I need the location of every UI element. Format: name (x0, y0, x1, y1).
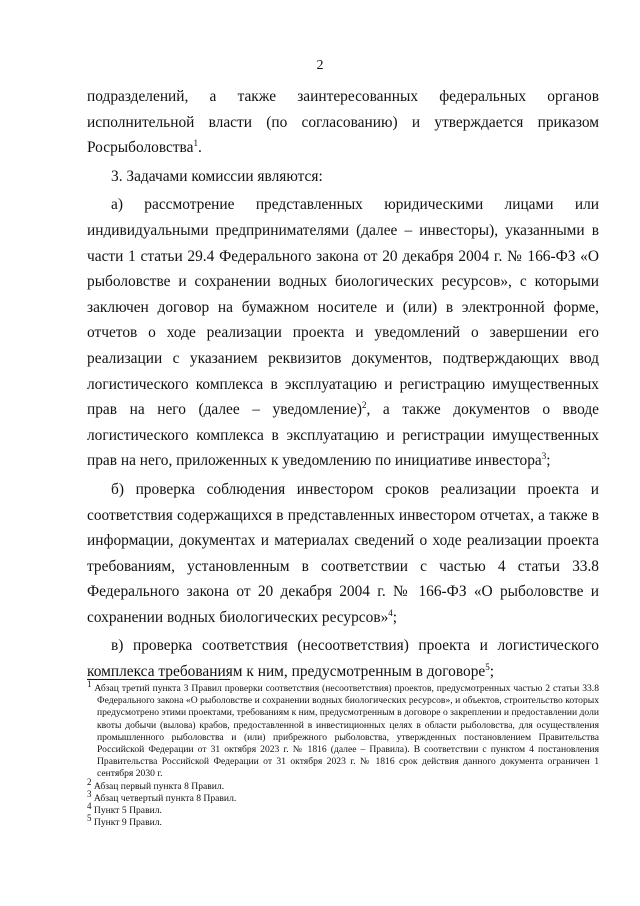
footnote-separator (87, 679, 230, 680)
paragraph-punct: . (197, 139, 202, 157)
footnote-text: Пункт 5 Правил. (93, 805, 162, 817)
paragraph-punct: ; (392, 608, 398, 626)
footnote-2 (87, 776, 599, 793)
footnote-4 (87, 800, 599, 817)
footnote-text: Абзац первый пункта 8 Правил. (93, 780, 225, 792)
body-text (87, 84, 599, 688)
footnote-text: Абзац третий пункта 3 Правил проверки соответствия (несоответствия) проектов, предусмотренных частью 2 статьи 33.8 Федерального закона «О рыболовстве и сохранении водных биологических ресурсов», и объектов, строительство которых предусмотрено этими проектами, требованиям к ним, предусмотренным в договоре о закреплении и предоставлении доли квоты добычи (вылова) крабов, предоставленной в инвестиционных целях в области рыболовства, для осуществления промышленного рыболовства и (или) прибрежного рыболовства, утвержденных постановлением Правительства Российской Федерации от 31 октября 2023 г. № 1816 (далее – Правила). В соответствии с пунктом 4 постановления Правительства Российской Федерации от 31 октября 2023 г. № 1816 срок действия данного документа ограничен 1 сентября 2030 г. (94, 683, 599, 780)
footnote-ref: 3 (541, 451, 547, 462)
footnote-ref: 5 (485, 661, 490, 672)
footnote-text: Абзац четвертый пункта 8 Правил. (93, 792, 237, 804)
paragraph-punct: ; (546, 452, 551, 470)
footnote-number: 3 (87, 788, 92, 799)
paragraph-text: , а также документов о вводе логистического комплекса в эксплуатацию и регистрации имущественных прав на него, приложенных к уведомлению по инициативе инвестора (87, 401, 600, 470)
paragraph-task-a (87, 192, 599, 474)
paragraph-tasks-heading (87, 164, 599, 190)
paragraph-text: подразделений, а также заинтересованных федеральных органов исполнительной власти (по согласованию) и утверждается приказом Росрыболовства (87, 88, 599, 157)
paragraph-text: в) проверка соответствия (несоответствия) проекта и логистического комплекса требованиям к ним, предусмотренным в договоре (87, 637, 599, 681)
footnote-number: 2 (87, 776, 92, 787)
paragraph-text: 3. Задачами комиссии являются: (111, 167, 323, 185)
paragraph-text: а) рассмотрение представленных юридическими лицами или индивидуальными предпринимателями (далее – инвесторы), указанными в части 1 статьи 29.4 Федерального закона от 20 декабря 2004 г. № 166-ФЗ «О рыболовстве и сохранении водных биологических ресурсов», с которыми заключен договор на бумажном носителе и (или) в электронной форме, отчетов о ходе реализации проекта и уведомлений о завершении его реализации с указанием реквизитов документов, подтверждающих ввод логистического комплекса в эксплуатацию и регистрацию имущественных прав на него (далее – уведомление) (87, 196, 599, 419)
footnote-1 (87, 678, 599, 781)
paragraph-task-c (87, 633, 599, 684)
footnote-3 (87, 788, 599, 805)
footnote-5 (87, 813, 599, 829)
paragraph-punct: ; (489, 663, 495, 681)
page-number: 2 (316, 58, 324, 73)
paragraph-text: б) проверка соблюдения инвестором сроков реализации проекта и соответствия содержащихся в представленных инвестором отчетах, а также в информации, документах и материалах сведений о ходе реализации проекта требованиям, установленным в соответствии с частью 4 статьи 33.8 Федерального закона от 20 декабря 2004 г. № 166-ФЗ «О рыболовстве и сохранении водных биологических ресурсов» (87, 480, 599, 626)
footnote-text: Пункт 9 Правил. (93, 817, 162, 829)
footnote-ref: 2 (361, 400, 367, 410)
footnote-number: 1 (87, 678, 92, 689)
footnote-ref: 4 (388, 607, 393, 618)
paragraph-task-b (87, 477, 599, 631)
footnote-ref: 1 (193, 138, 198, 149)
paragraph-intro (87, 84, 599, 161)
footnote-number: 5 (87, 813, 92, 824)
footnote-number: 4 (87, 800, 92, 811)
footnotes (87, 678, 599, 829)
